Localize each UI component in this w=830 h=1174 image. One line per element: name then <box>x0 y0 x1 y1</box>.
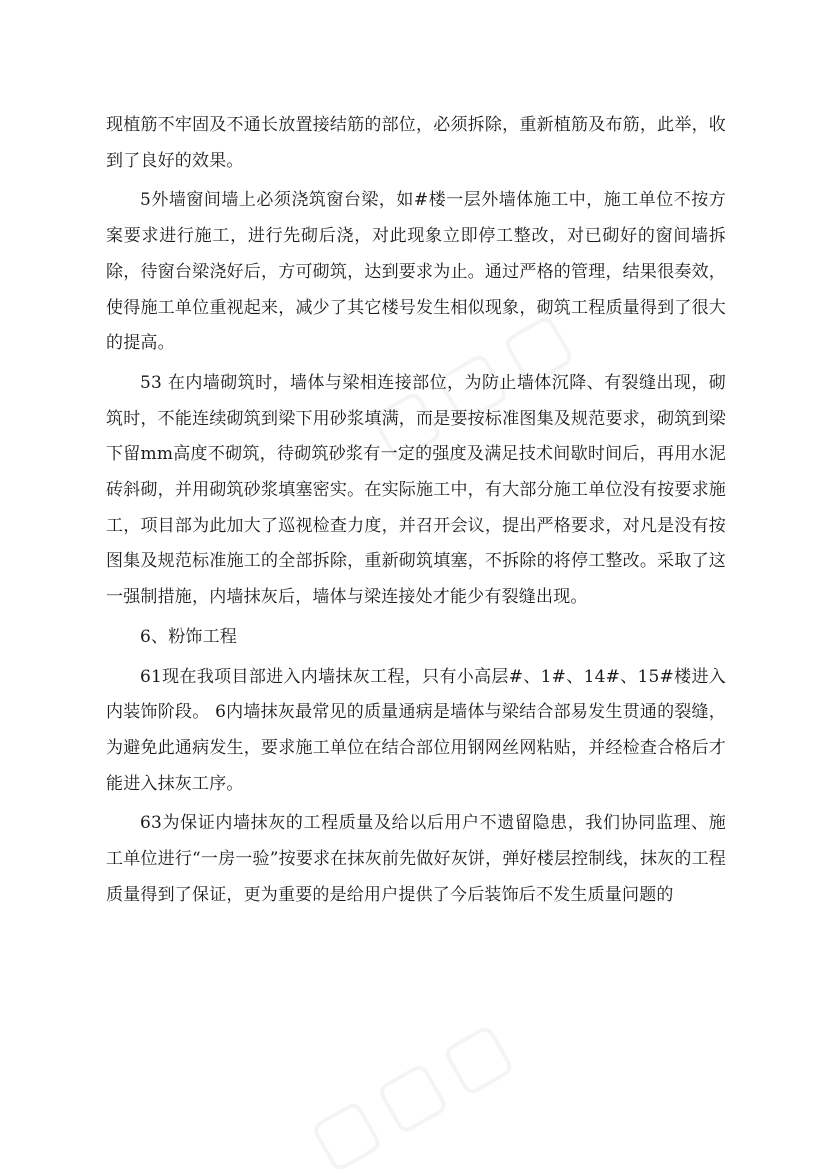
paragraph-item-61: 61现在我项目部进入内墙抹灰工程，只有小高层#、1#、14#、15#楼进入内装饰阶段。 6内墙抹灰最常见的质量通病是墙体与梁结合部易发生贯通的裂缝，为避免此通病发生，要求施工单位在结合部位用钢网丝网粘贴，并经检查合格后才能进入抹灰工序。 <box>106 666 726 794</box>
paragraph-item-53: 53 在内墙砌筑时，墙体与梁相连接部位，为防止墙体沉降、有裂缝出现，砌筑时，不能连续砌筑到梁下用砂浆填满，而是要按标准图集及规范要求，砌筑到梁下留mm高度不砌筑，待砌筑砂浆有一定的强度及满足技术间歇时间后，再用水泥砖斜砌，并用砌筑砂浆填塞密实。在实际施工中，有大部分施工单位没有按要求施工，项目部为此加大了巡视检查力度，并召开会议，提出严格要求，对凡是没有按图集及规范标准施工的全部拆除，重新砌筑填塞，不拆除的将停工整改。采取了这一强制措施，内墙抹灰后，墙体与梁连接处才能少有裂缝出现。 <box>106 372 726 608</box>
watermark-mark-bottom <box>295 998 534 1174</box>
section-heading-finishing: 6、粉饰工程 <box>140 626 238 647</box>
document-body <box>106 108 726 917</box>
paragraph-continuation: 现植筋不牢固及不通长放置接结筋的部位，必须拆除，重新植筋及布筋，此举，收到了良好的效果。 <box>106 115 726 171</box>
paragraph-item-5: 5外墙窗间墙上必须浇筑窗台梁，如#楼一层外墙体施工中，施工单位不按方案要求进行施工，进行先砌后浇，对此现象立即停工整改，对已砌好的窗间墙拆除，待窗台梁浇好后，方可砌筑，达到要求为止。通过严格的管理，结果很奏效，使得施工单位重视起来，减少了其它楼号发生相似现象，砌筑工程质量得到了很大的提高。 <box>106 190 726 354</box>
paragraph-item-63: 63为保证内墙抹灰的工程质量及给以后用户不遗留隐患，我们协同监理、施工单位进行“一房一验”按要求在抹灰前先做好灰饼，弹好楼层控制线，抹灰的工程质量得到了保证，更为重要的是给用户提供了今后装饰后不发生质量问题的 <box>106 813 726 905</box>
